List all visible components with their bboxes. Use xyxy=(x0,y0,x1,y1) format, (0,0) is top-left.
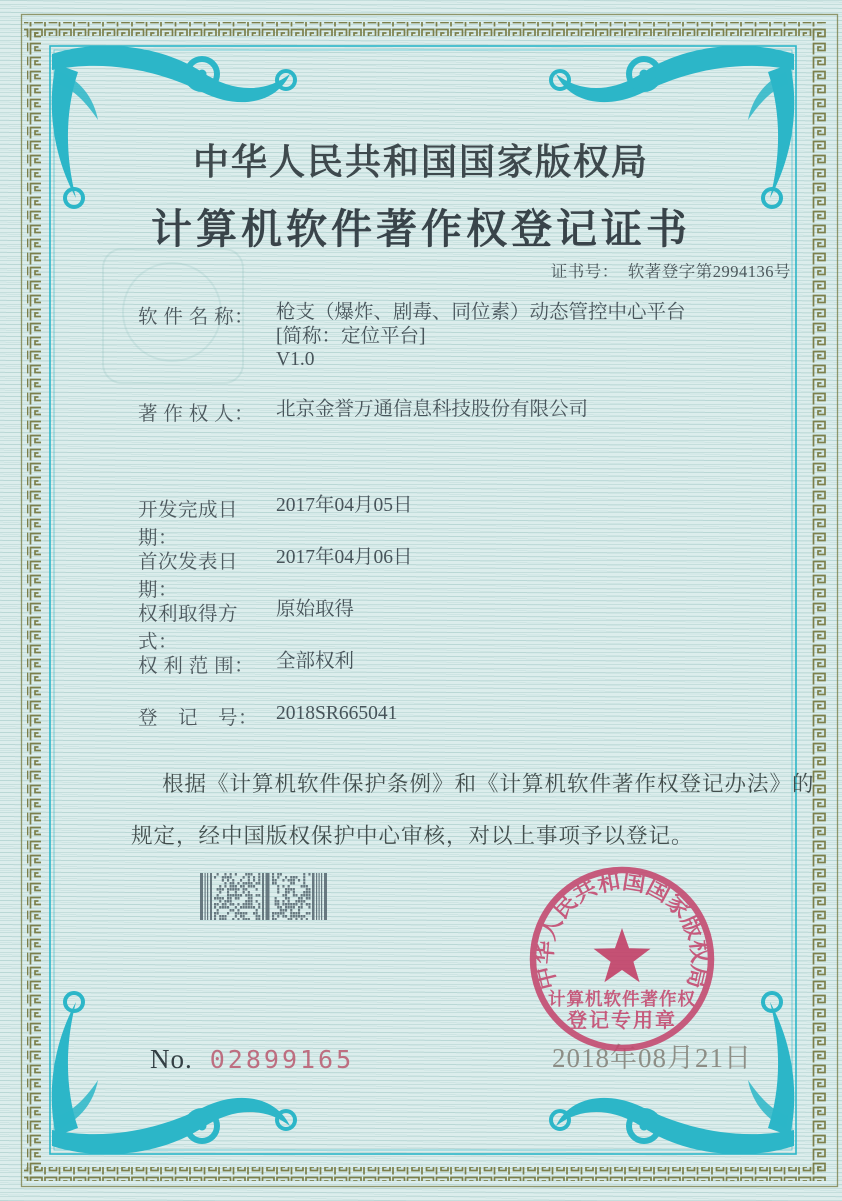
software-version: V1.0 xyxy=(276,349,315,370)
serial-number-line xyxy=(150,1044,354,1075)
field-row-dev-complete-date xyxy=(138,494,413,550)
statement-line-1: 根据《计算机软件保护条例》和《计算机软件著作权登记办法》的 xyxy=(162,772,815,796)
registration-number: 2018SR665041 xyxy=(276,703,398,724)
field-value xyxy=(276,301,796,372)
official-seal xyxy=(520,862,725,1067)
certificate-title: 计算机软件著作权登记证书 xyxy=(151,206,691,252)
field-label: 权 利 范 围： xyxy=(138,656,255,677)
field-label: 权利取得方式： xyxy=(138,604,239,653)
seal-text-line-2: 登记专用章 xyxy=(567,1010,677,1032)
field-row-rights-acquisition xyxy=(138,598,355,654)
seal-date: 2018年08月21日 xyxy=(552,1043,752,1073)
barcode-icon xyxy=(200,873,328,920)
field-row-copyright-owner xyxy=(138,398,589,426)
field-row-first-publish-date xyxy=(138,546,413,602)
serial-number-value: 02899165 xyxy=(209,1045,355,1074)
field-row-registration-number xyxy=(138,702,398,730)
field-row-rights-scope xyxy=(138,650,355,678)
seal-text-line-1: 计算机软件著作权 xyxy=(548,989,696,1009)
barcode xyxy=(200,873,328,925)
field-label: 首次发表日期： xyxy=(138,552,239,601)
certificate-number-value: 软著登字第2994136号 xyxy=(627,262,791,281)
certificate-number-label: 证书号： xyxy=(550,262,619,281)
copyright-owner: 北京金誉万通信息科技股份有限公司 xyxy=(276,399,589,420)
serial-number-label: No. xyxy=(150,1044,193,1074)
rights-scope: 全部权利 xyxy=(276,651,355,672)
field-label: 软 件 名 称： xyxy=(138,307,255,328)
field-row-software-name xyxy=(138,301,686,370)
software-short-name: [简称：定位平台] xyxy=(276,325,426,347)
rights-acquisition: 原始取得 xyxy=(276,599,355,620)
seal-arc-text: 中华人民共和国国家版权局 xyxy=(531,868,713,992)
seal-star-icon xyxy=(594,928,651,982)
field-label: 登 记 号： xyxy=(138,708,259,729)
first-publish-date: 2017年04月06日 xyxy=(276,547,413,568)
certificate-number xyxy=(551,258,791,282)
issuer-title: 中华人民共和国国家版权局 xyxy=(192,142,649,182)
field-label: 著 作 权 人： xyxy=(138,404,255,425)
dev-complete-date: 2017年04月05日 xyxy=(276,495,413,516)
statement-line-2: 规定，经中国版权保护中心审核，对以上事项予以登记。 xyxy=(131,824,694,848)
field-label: 开发完成日期： xyxy=(138,500,239,549)
software-name: 枪支（爆炸、剧毒、同位素）动态管控中心平台 xyxy=(276,302,686,323)
